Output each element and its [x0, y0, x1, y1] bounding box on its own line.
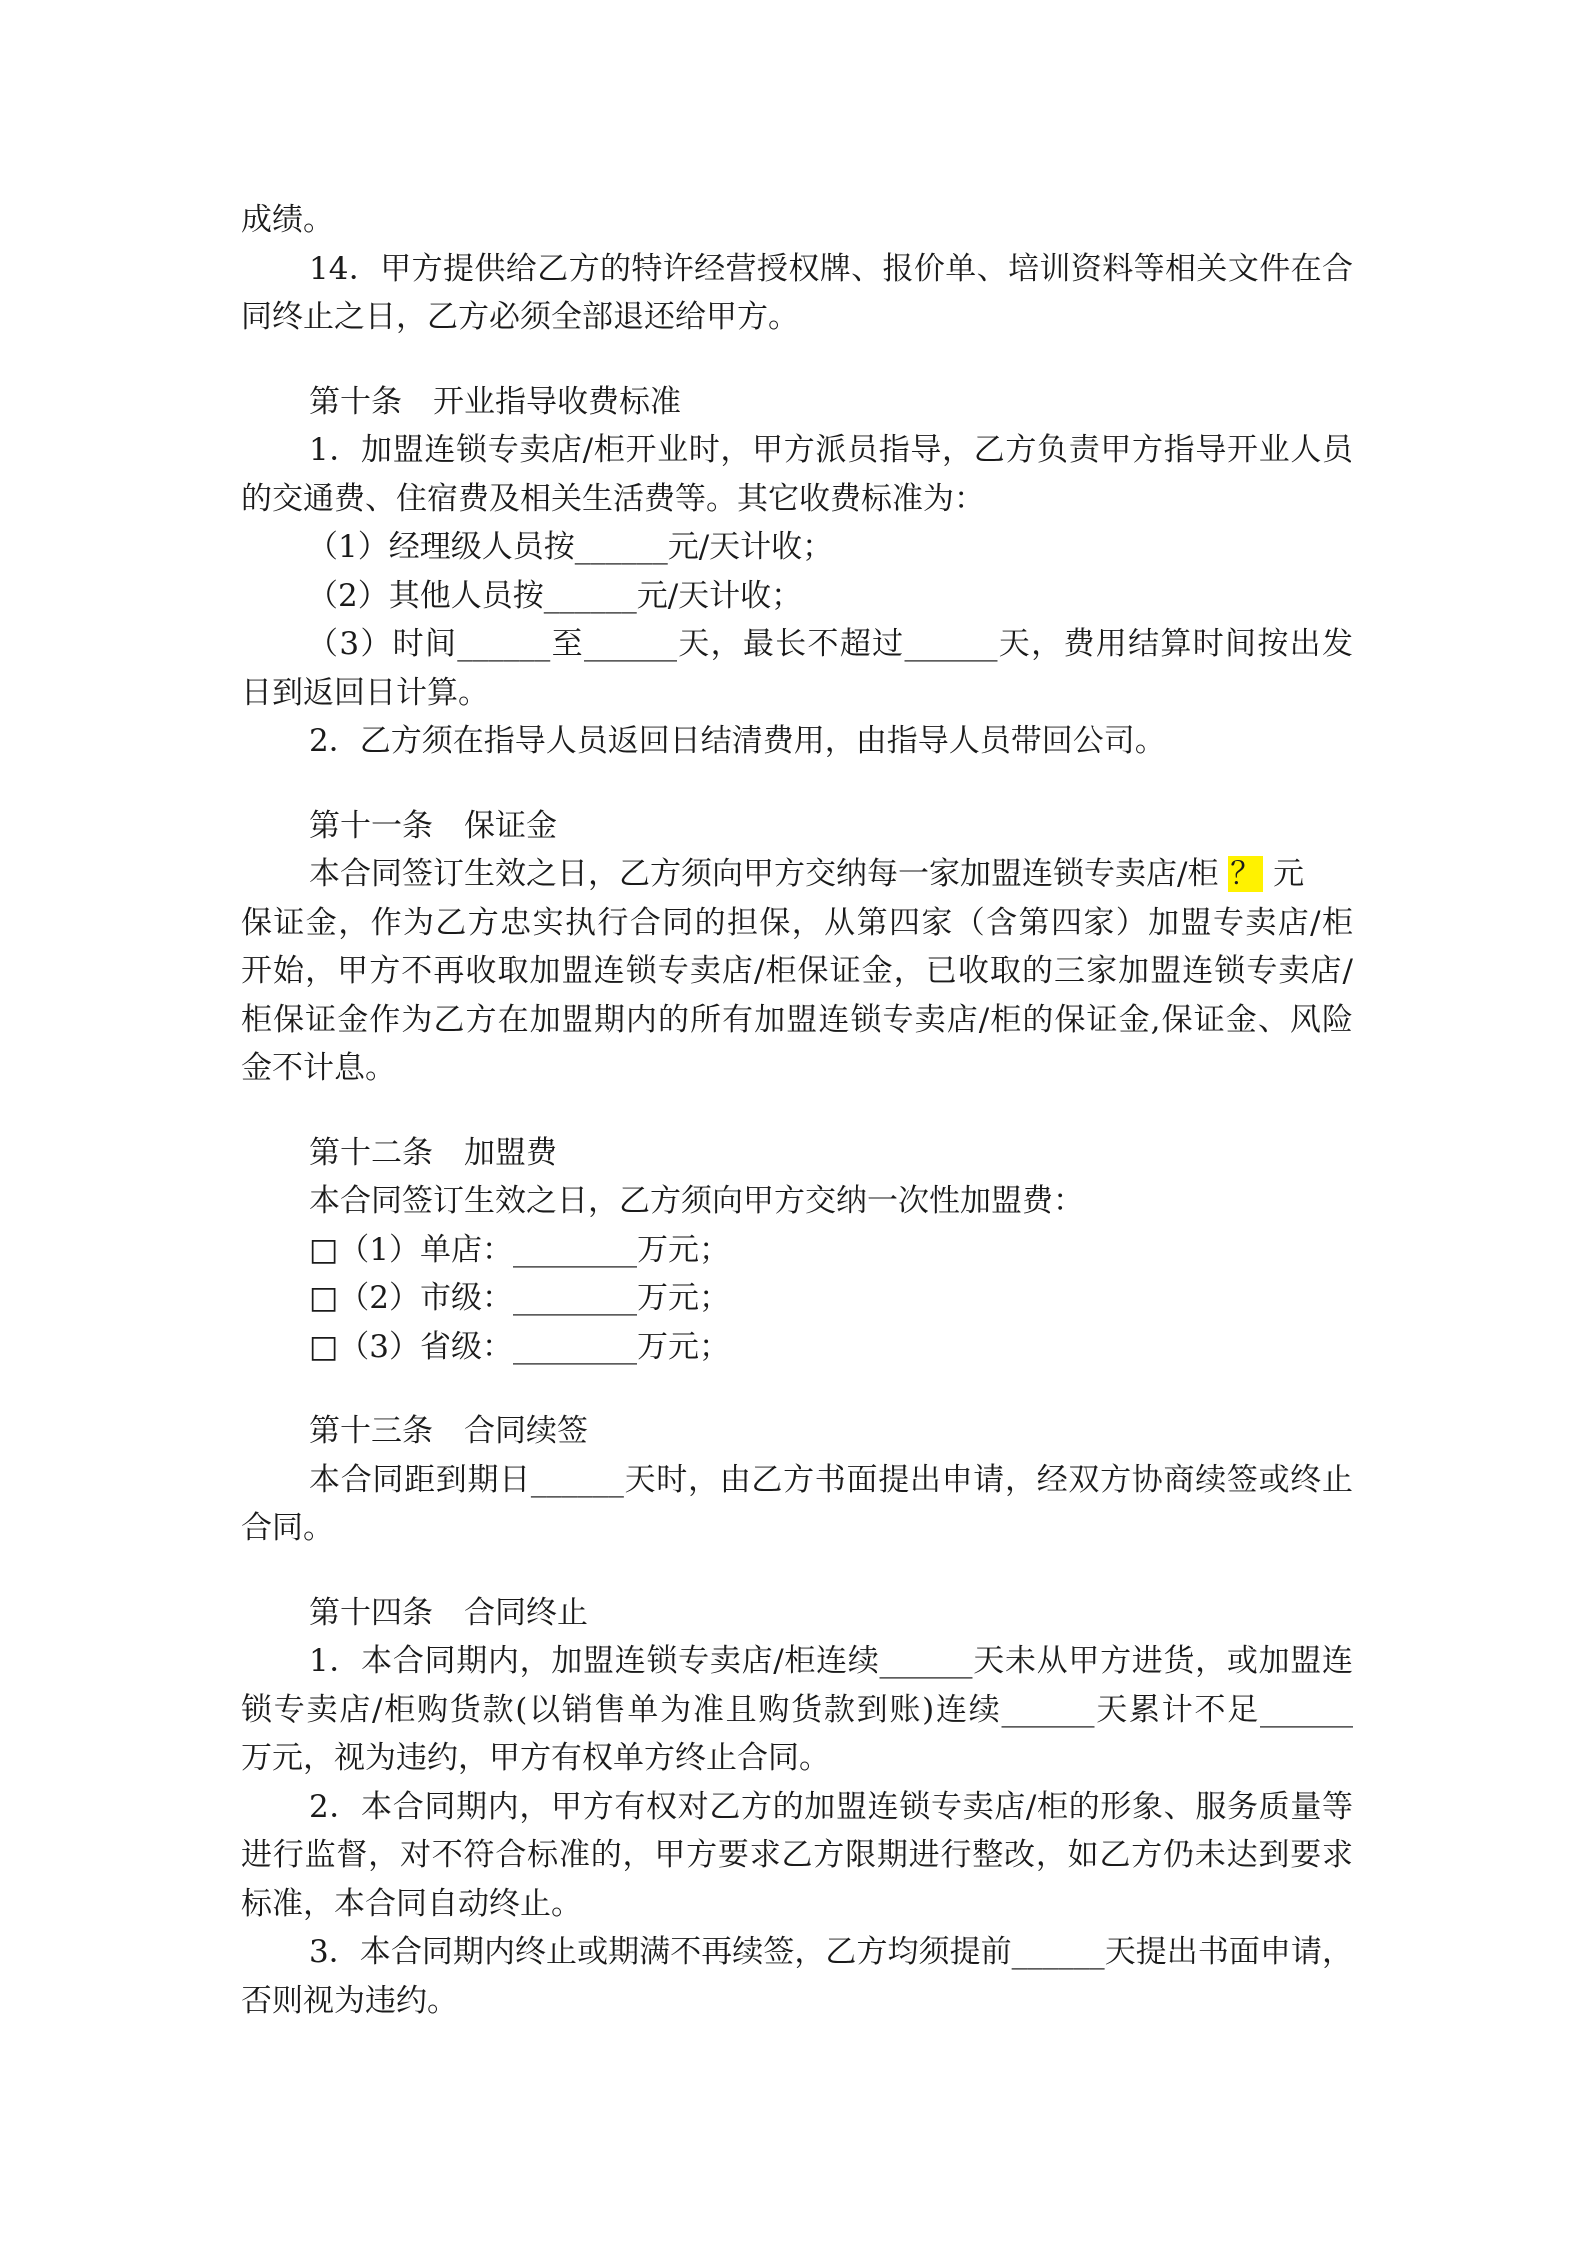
paragraph-line: 锁专卖店/柜购货款(以销售单为准且购货款到账)连续______天累计不足______	[241, 1691, 1353, 1728]
checkbox-option-single-store: □（1）单店：________万元；	[309, 1231, 731, 1268]
paragraph-line: 柜保证金作为乙方在加盟期内的所有加盟连锁专卖店/柜的保证金,保证金、风险	[241, 1001, 1353, 1038]
clause-11-line	[241, 850, 1353, 899]
paragraph-line: 同终止之日，乙方必须全部退还给甲方。	[241, 299, 799, 335]
paragraph-line: 本合同签订生效之日，乙方须向甲方交纳一次性加盟费：	[309, 1183, 1084, 1219]
paragraph-line: 本合同距到期日______天时，由乙方书面提出申请，经双方协商续签或终止	[309, 1461, 1353, 1498]
paragraph-line: 否则视为违约。	[241, 1982, 458, 2019]
paragraph-line: 进行监督，对不符合标准的，甲方要求乙方限期进行整改，如乙方仍未达到要求	[241, 1837, 1353, 1873]
paragraph-line: 万元，视为违约，甲方有权单方终止合同。	[241, 1740, 830, 1776]
document-body	[241, 196, 1353, 2025]
paragraph-line: 的交通费、住宿费及相关生活费等。其它收费标准为：	[241, 480, 985, 517]
clause-10-1-1: （1）经理级人员按______元/天计收；	[307, 529, 834, 565]
clause-10-1-3: （3）时间______至______天，最长不超过______天，费用结算时间按出发	[307, 626, 1353, 662]
paragraph-line: 日到返回日计算。	[241, 674, 489, 711]
section-13-title: 第十三条 合同续签	[309, 1413, 588, 1449]
paragraph-line: 合同。	[241, 1510, 334, 1546]
clause-14: 14．甲方提供给乙方的特许经营授权牌、报价单、培训资料等相关文件在合	[309, 250, 1353, 287]
clause-10-1: 1．加盟连锁专卖店/柜开业时，甲方派员指导，乙方负责甲方指导开业人员	[309, 432, 1353, 468]
clause-14-3: 3．本合同期内终止或期满不再续签，乙方均须提前______天提出书面申请，	[309, 1934, 1353, 1970]
checkbox-option-province-level: □（3）省级：________万元；	[309, 1328, 731, 1365]
paragraph-line: 成绩。	[241, 202, 334, 238]
section-gap	[241, 342, 1353, 378]
clause-11-text-b: 元	[1263, 856, 1305, 892]
clause-14-2: 2．本合同期内，甲方有权对乙方的加盟连锁专卖店/柜的形象、服务质量等	[309, 1788, 1353, 1825]
clause-14-1: 1．本合同期内，加盟连锁专卖店/柜连续______天未从甲方进货，或加盟连	[309, 1643, 1353, 1679]
section-12-title: 第十二条 加盟费	[309, 1134, 557, 1171]
paragraph-line: 金不计息。	[241, 1050, 396, 1086]
section-14-title: 第十四条 合同终止	[309, 1594, 588, 1631]
highlighted-placeholder: ？	[1230, 856, 1262, 892]
paragraph-line: 保证金，作为乙方忠实执行合同的担保，从第四家（含第四家）加盟专卖店/柜	[241, 904, 1353, 941]
paragraph-line: 标准，本合同自动终止。	[241, 1885, 582, 1922]
clause-11-text-a: 本合同签订生效之日，乙方须向甲方交纳每一家加盟连锁专卖店/柜	[309, 856, 1229, 892]
clause-10-2: 2．乙方须在指导人员返回日结清费用，由指导人员带回公司。	[309, 723, 1166, 759]
section-11-title: 第十一条 保证金	[309, 807, 557, 844]
clause-10-1-2: （2）其他人员按______元/天计收；	[307, 577, 803, 614]
section-gap	[241, 1093, 1353, 1129]
checkbox-option-city-level: □（2）市级：________万元；	[309, 1280, 731, 1316]
section-gap	[241, 766, 1353, 802]
section-gap	[241, 1371, 1353, 1407]
section-gap	[241, 1553, 1353, 1589]
section-10-title: 第十条 开业指导收费标准	[309, 383, 681, 420]
paragraph-line: 开始，甲方不再收取加盟连锁专卖店/柜保证金，已收取的三家加盟连锁专卖店/	[241, 953, 1353, 989]
